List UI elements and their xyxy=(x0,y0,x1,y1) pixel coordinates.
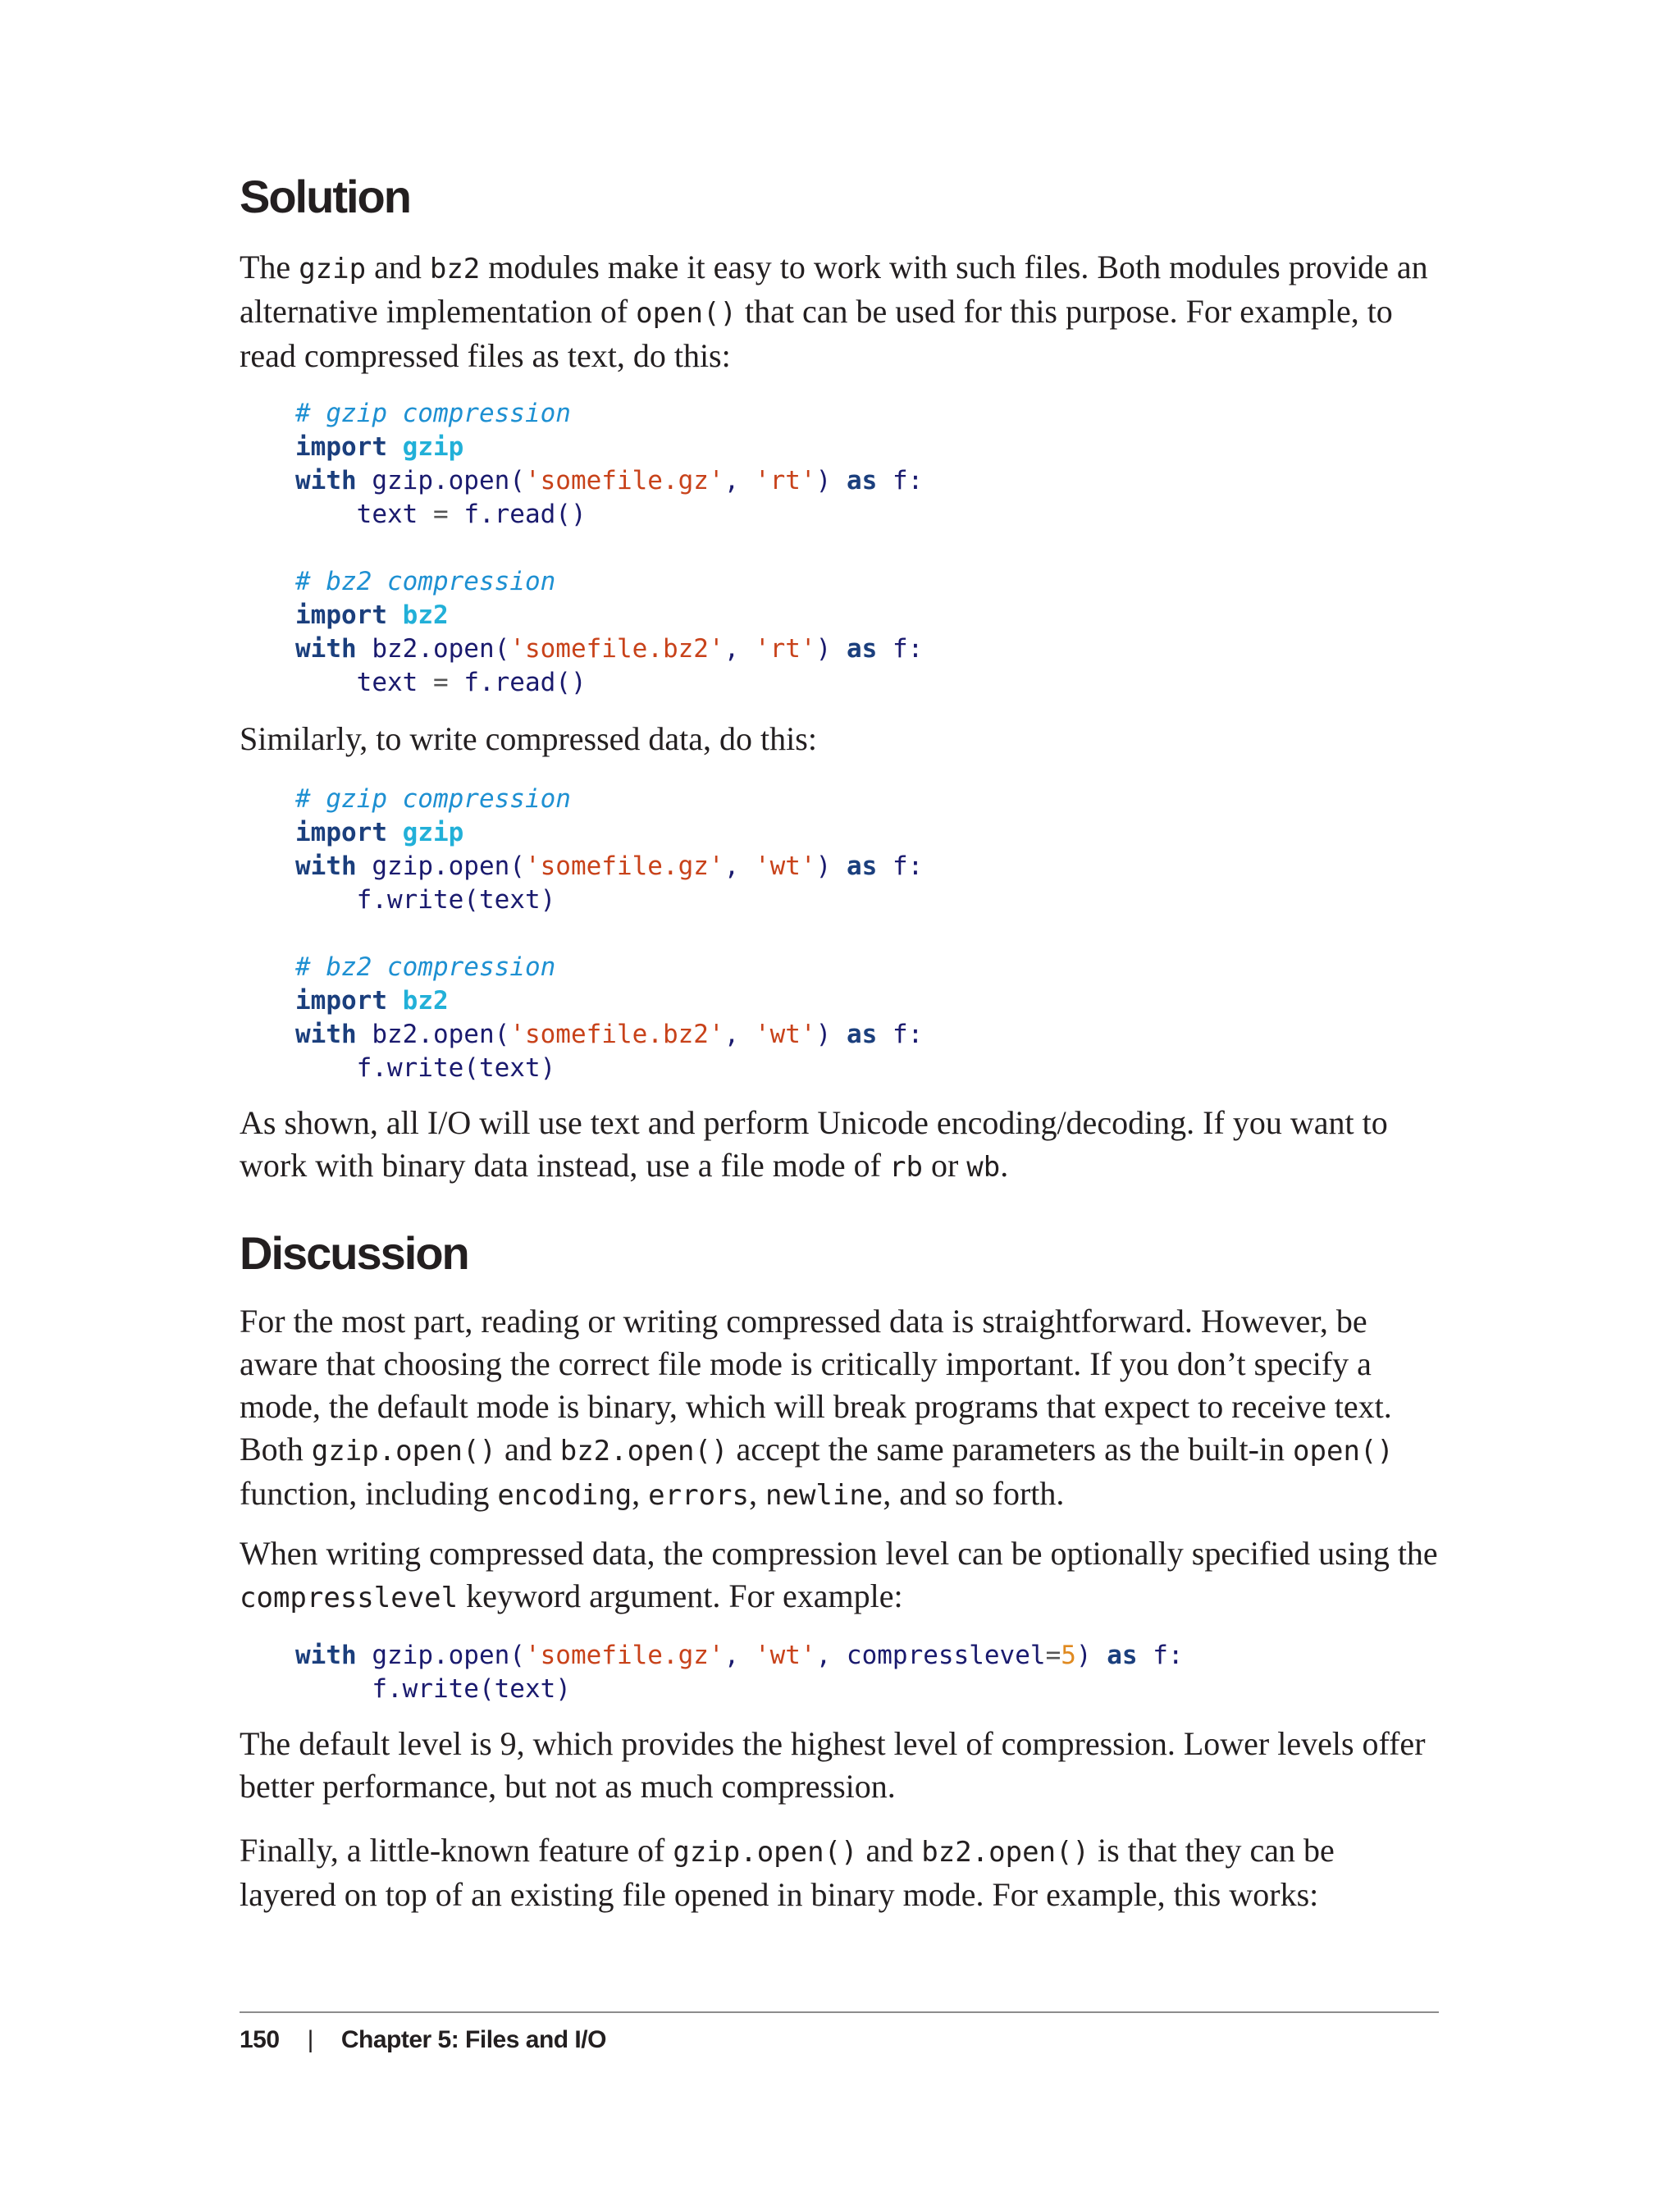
code-line-blank xyxy=(295,917,923,951)
code-line: # bz2 compression xyxy=(295,952,556,982)
code-line: with bz2.open('somefile.bz2', 'wt') as f: xyxy=(295,1020,924,1049)
code-line: f.write(text) xyxy=(372,1674,571,1704)
code-line: # gzip compression xyxy=(295,784,571,814)
code-line: with bz2.open('somefile.bz2', 'rt') as f: xyxy=(295,634,924,664)
discussion-paragraph-1: For the most part, reading or writing compressed data is straightforward. However, be aware that choosing the correct file mode is critically important. If you don’t specify a mode, the default mode is binary, which will break programs that expect to receive text. Both gzip.open() and bz2.open() accept the same parameters as the built-in open() function, including encoding, errors, newline, and so forth. xyxy=(240,1303,1394,1512)
solution-heading: Solution xyxy=(240,171,410,222)
footer-rule xyxy=(240,2011,1439,2013)
page-footer xyxy=(240,2026,606,2054)
code-line: text = f.read() xyxy=(356,668,587,697)
text-mode-paragraph: As shown, all I/O will use text and perform Unicode encoding/decoding. If you want to work with binary data instead, use a file mode of rb or wb. xyxy=(240,1104,1388,1184)
code-line: # bz2 compression xyxy=(295,567,556,596)
read-code-block xyxy=(295,397,923,700)
code-line: # gzip compression xyxy=(295,399,571,428)
code-line: import bz2 xyxy=(295,986,449,1016)
solution-intro-paragraph: The gzip and bz2 modules make it easy to work with such files. Both modules provide an alternative implementation of open() that can be used for this purpose. For example, to read compressed files as text, do this: xyxy=(240,249,1428,374)
discussion-heading: Discussion xyxy=(240,1227,468,1279)
code-line: import gzip xyxy=(295,432,464,462)
discussion-paragraph-3: The default level is 9, which provides the highest level of compression. Lower levels offer better performance, but not as much compression. xyxy=(240,1725,1426,1805)
code-line: with gzip.open('somefile.gz', 'wt') as f: xyxy=(295,851,924,881)
write-code-block xyxy=(295,783,923,1085)
write-intro-paragraph: Similarly, to write compressed data, do this: xyxy=(240,720,817,757)
compresslevel-code-block xyxy=(295,1639,1184,1706)
chapter-title: Chapter 5: Files and I/O xyxy=(340,2026,606,2053)
code-line: f.write(text) xyxy=(356,1053,556,1083)
code-line: import gzip xyxy=(295,818,464,847)
code-line: with gzip.open('somefile.gz', 'rt') as f: xyxy=(295,466,924,495)
discussion-paragraph-2: When writing compressed data, the compression level can be optionally specified using the compresslevel keyword argument. For example: xyxy=(240,1535,1438,1614)
code-line-blank xyxy=(295,532,923,565)
code-line: with gzip.open('somefile.gz', 'wt', compresslevel=5) as f: xyxy=(295,1641,1184,1670)
discussion-paragraph-4: Finally, a little-known feature of gzip.open() and bz2.open() is that they can be layered on top of an existing file opened in binary mode. For example, this works: xyxy=(240,1832,1335,1913)
footer-separator: | xyxy=(307,2026,313,2053)
page-number: 150 xyxy=(240,2026,280,2053)
code-line: text = f.read() xyxy=(356,500,587,529)
code-line: import bz2 xyxy=(295,600,449,630)
code-line: f.write(text) xyxy=(356,885,556,915)
